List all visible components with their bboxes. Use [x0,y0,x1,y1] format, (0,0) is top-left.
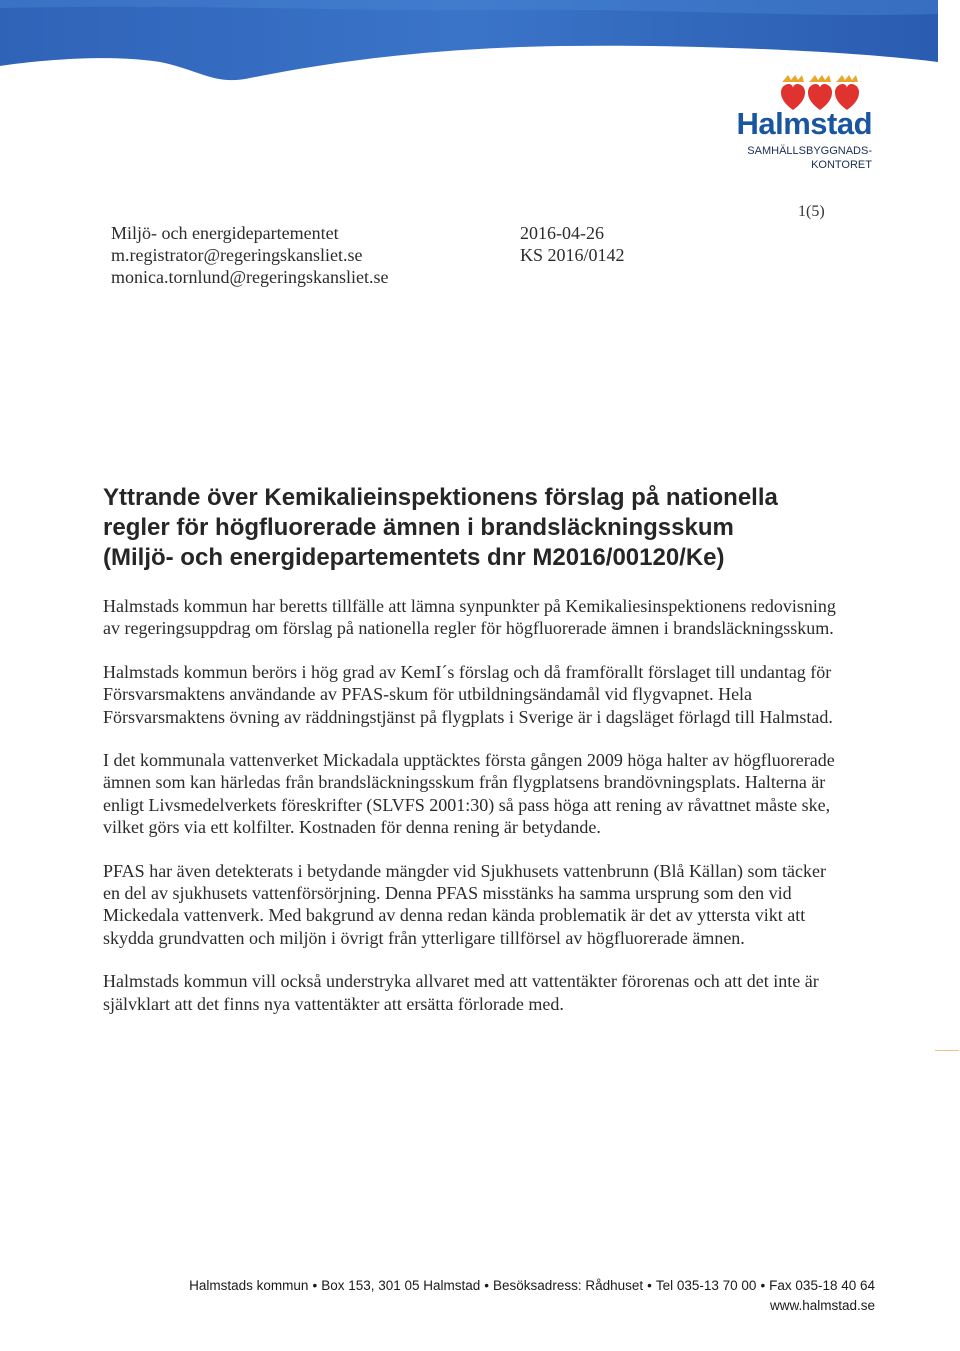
footer-contact-line [75,1276,875,1296]
separator-dot: • [484,1278,490,1293]
footer-website: www.halmstad.se [769,1298,875,1313]
document-body [103,595,843,1036]
body-paragraph: I det kommunala vattenverket Mickadala upptäcktes första gången 2009 höga halter av högfluorerade ämnen som kan härledas från brandsläckningsskum från flygplatsens brandövningsplats. Halterna är enligt Livsmedelverkets föreskrifter (SLVFS 2001:30) så pass höga att rening av råvattnet måste ske, vilket görs via ett kolfilter. Kostnaden för denna rening är betydande. [103,750,835,838]
halmstad-logo [730,74,876,174]
separator-dot: • [312,1278,318,1293]
recipient-email-2: monica.tornlund@regeringskansliet.se [111,267,389,287]
page-footer [75,1276,875,1316]
footer-visit: Besöksadress: Rådhuset [493,1278,644,1293]
title-line-3: (Miljö- och energidepartementets dnr M2016/00120/Ke) [103,544,725,571]
margin-mark [935,1050,959,1051]
footer-phone: Tel 035-13 70 00 [655,1278,757,1293]
body-paragraph: Halmstads kommun berörs i hög grad av KemI´s förslag och då framförallt förslaget till undantag för Försvarsmaktens användande av PFAS-skum för utbildningsändamål vid flygvapnet. Hela Försvarsmaktens övning av räddningstjänst på flygplats i Sverige är i dagsläget förlagd till Halmstad. [103,661,833,727]
recipient-name: Miljö- och energidepartementet [111,223,339,243]
separator-dot: • [647,1278,652,1293]
title-line-1: Yttrande över Kemikalieinspektionens förslag på nationella [103,484,778,511]
footer-fax: Fax 035-18 40 64 [769,1278,875,1293]
page-number: 1(5) [798,203,825,220]
recipient-block [111,222,389,288]
logo-department [712,144,872,172]
body-paragraph: Halmstads kommun har beretts tillfälle att lämna synpunkter på Kemikaliesinspektionens redovisning av regeringsuppdrag om förslag på nationella regler för högfluorerade ämnen i brandsläckningsskum. [103,596,836,639]
recipient-email-1: m.registrator@regeringskansliet.se [111,245,363,265]
document-reference: KS 2016/0142 [520,245,625,265]
footer-org: Halmstads kommun [189,1278,309,1293]
footer-box: Box 153, 301 05 Halmstad [321,1278,481,1293]
logo-department-line2: KONTORET [811,159,872,171]
logo-department-line1: SAMHÄLLSBYGGNADS- [747,145,872,157]
separator-dot: • [760,1278,766,1293]
logo-wordmark: Halmstad [736,106,872,141]
title-line-2: regler för högfluorerade ämnen i brandsläckningsskum [103,514,734,541]
document-title [103,483,863,573]
document-date: 2016-04-26 [520,223,604,243]
body-paragraph: PFAS har även detekterats i betydande mängder vid Sjukhusets vattenbrunn (Blå Källan) som täcker en del av sjukhusets vattenförsörjning. Denna PFAS misstänks ha samma ursprung som den vid Mickedala vattenverk. Med bakgrund av denna redan kända problematik är det av yttersta vikt att skydda grundvatten och miljön i övrigt från ytterligare tillförsel av högfluorerade ämnen. [103,860,826,948]
document-meta [520,222,625,266]
body-paragraph: Halmstads kommun vill också understryka allvaret med att vattentäkter förorenas och att det inte är självklart att det finns nya vattentäkter att ersätta förlorade med. [103,971,819,1014]
